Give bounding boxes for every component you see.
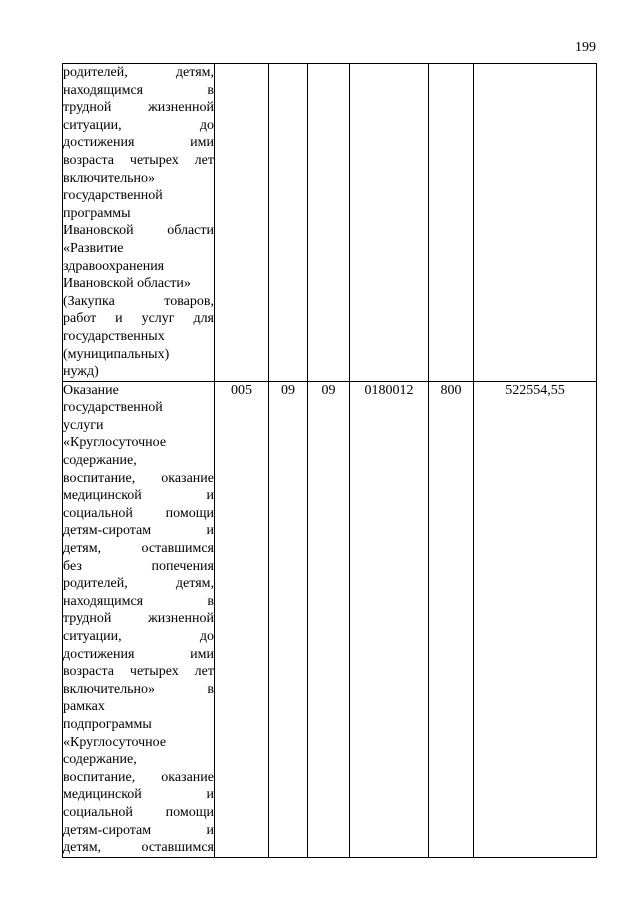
description-line: содержание, bbox=[63, 752, 137, 768]
budget-table bbox=[62, 63, 597, 858]
description-line: подпрограммы bbox=[63, 716, 152, 732]
expense-type-cell: 800 bbox=[429, 381, 474, 857]
description-line: медицинской и bbox=[63, 787, 214, 803]
table-row bbox=[63, 64, 597, 382]
description-line: государственной bbox=[63, 188, 163, 204]
subsection-cell: 09 bbox=[308, 381, 350, 857]
page-number: 199 bbox=[575, 40, 596, 55]
description-line: достижения ими bbox=[63, 646, 214, 662]
description-cell bbox=[63, 381, 215, 857]
description-line: находящимся в bbox=[63, 593, 214, 609]
description-line: нужд) bbox=[63, 364, 99, 380]
description-line: «Развитие bbox=[63, 240, 124, 256]
description-line: Ивановской области bbox=[63, 223, 214, 239]
description-line: включительно» в bbox=[63, 681, 214, 697]
description-line: детям, оставшимся bbox=[63, 541, 214, 557]
subsection-cell bbox=[308, 64, 350, 382]
section-cell: 09 bbox=[269, 381, 308, 857]
description-line: воспитание, оказание bbox=[63, 470, 214, 486]
description-line: «Круглосуточное bbox=[63, 734, 167, 750]
description-line: услуги bbox=[63, 417, 104, 433]
description-line: здравоохранения bbox=[63, 258, 165, 274]
description-line: трудной жизненной bbox=[63, 611, 214, 627]
description-line: программы bbox=[63, 205, 131, 221]
ministry-cell bbox=[215, 64, 269, 382]
description-line: государственной bbox=[63, 400, 163, 416]
description-line: Оказание bbox=[63, 382, 119, 398]
description-line: ситуации, до bbox=[63, 117, 214, 133]
description-cell bbox=[63, 64, 215, 382]
description-line: работ и услуг для bbox=[63, 311, 214, 327]
description-line: детям-сиротам и bbox=[63, 822, 214, 838]
description-line: находящимся в bbox=[63, 82, 214, 98]
description-line: ситуации, до bbox=[63, 629, 214, 644]
description-line: достижения ими bbox=[63, 135, 214, 151]
description-line: трудной жизненной bbox=[63, 100, 214, 116]
description-line: (муниципальных) bbox=[63, 346, 170, 362]
section-cell bbox=[269, 64, 308, 382]
description-line: Ивановской области» bbox=[63, 276, 191, 292]
ministry-cell: 005 bbox=[215, 381, 269, 857]
description-line: родителей, детям, bbox=[63, 576, 214, 592]
target-article-cell bbox=[350, 64, 429, 382]
description-line: рамках bbox=[63, 699, 105, 715]
description-line: «Круглосуточное bbox=[63, 435, 167, 451]
target-article-cell: 0180012 bbox=[350, 381, 429, 857]
expense-type-cell bbox=[429, 64, 474, 382]
table-row bbox=[63, 381, 597, 857]
description-line: государственных bbox=[63, 328, 165, 344]
description-line: детям, оставшимся bbox=[63, 840, 214, 856]
amount-cell: 522554,55 bbox=[474, 381, 597, 857]
description-line: возраста четырех лет bbox=[63, 664, 214, 680]
description-line: содержание, bbox=[63, 453, 137, 469]
description-line: медицинской и bbox=[63, 488, 214, 504]
description-line: родителей, детям, bbox=[63, 65, 214, 80]
description-line: возраста четырех лет bbox=[63, 152, 214, 168]
description-line: воспитание, оказание bbox=[63, 769, 214, 785]
description-line: включительно» bbox=[63, 170, 156, 186]
description-line: (Закупка товаров, bbox=[63, 293, 214, 309]
description-line: социальной помощи bbox=[63, 505, 214, 521]
description-line: без попечения bbox=[63, 558, 214, 574]
description-line: социальной помощи bbox=[63, 804, 214, 820]
description-line: детям-сиротам и bbox=[63, 523, 214, 539]
amount-cell bbox=[474, 64, 597, 382]
